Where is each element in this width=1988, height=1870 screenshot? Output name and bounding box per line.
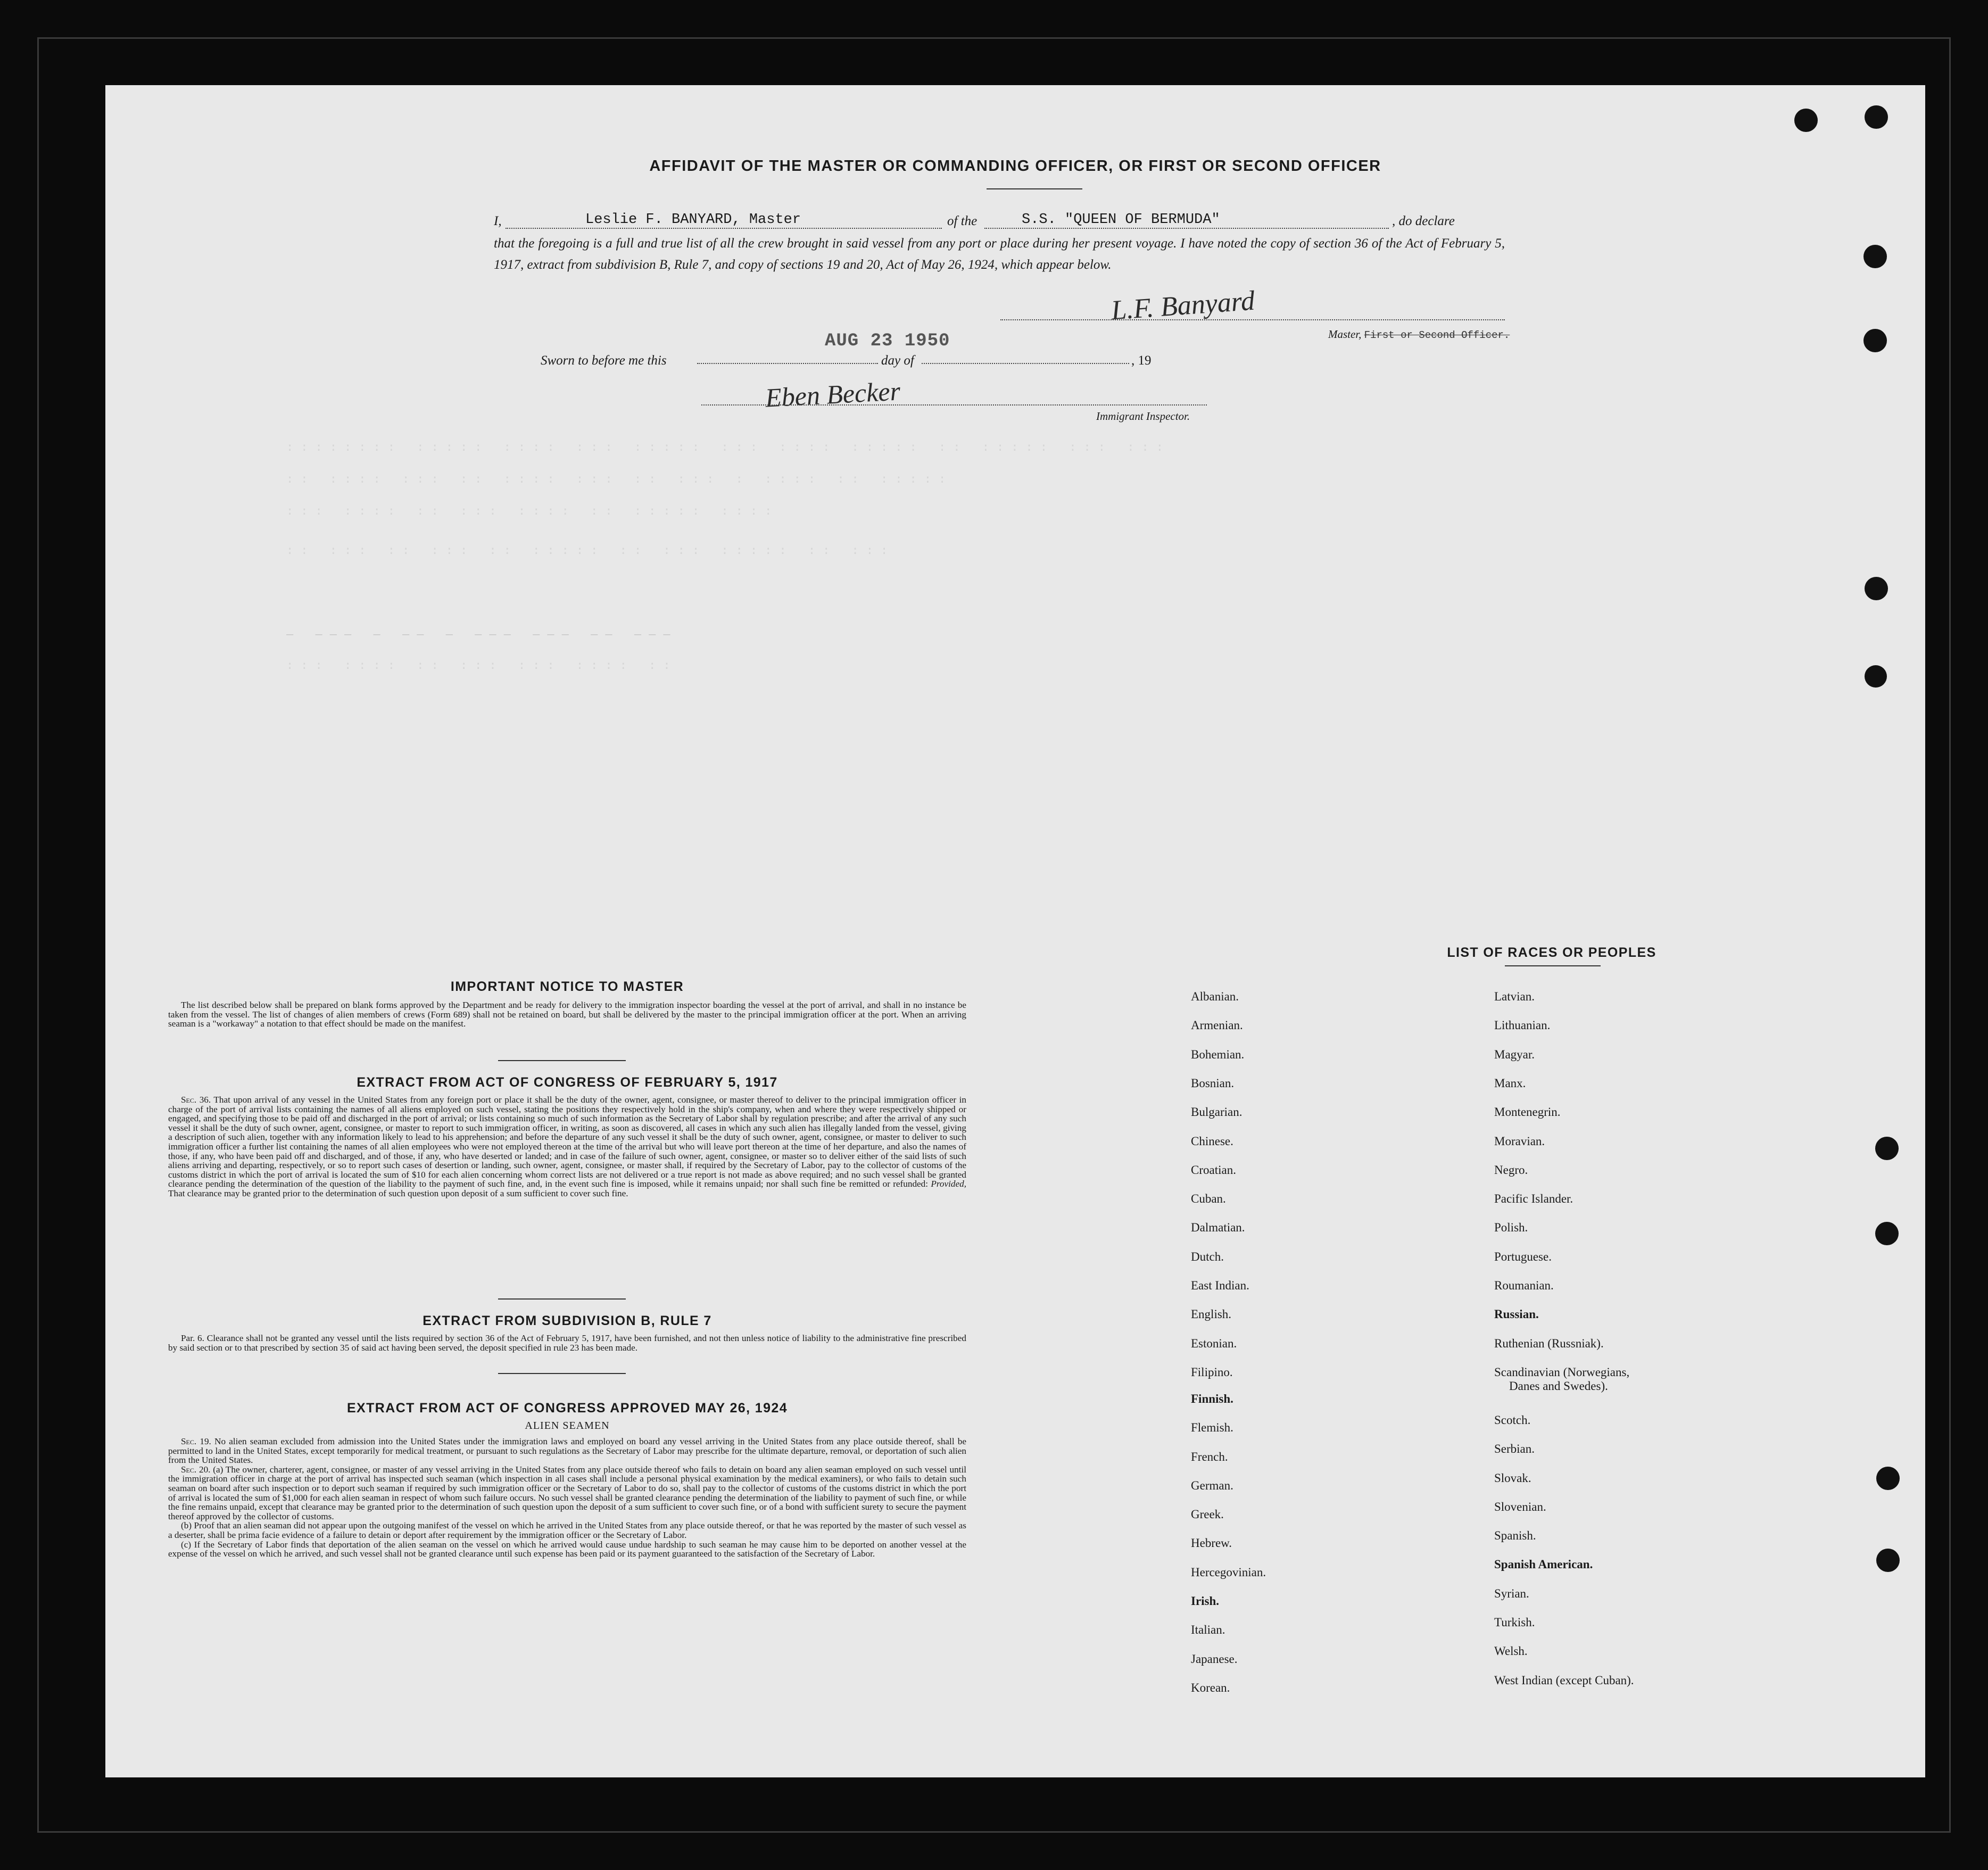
bleed-through-row: ::: :::: :: ::: :::: :: ::::: :::: (286, 504, 780, 518)
bleed-through-row: ::: :::: :: ::: ::: :::: :: (286, 659, 678, 672)
do-declare-label: , do declare (1392, 214, 1455, 228)
sworn-label: Sworn to before me this (541, 353, 667, 368)
bleed-through-row: — ——— — —— — ——— ——— —— ——— (286, 628, 678, 641)
race-item: Portuguese. (1494, 1250, 1552, 1263)
races-title-rule (1505, 965, 1601, 966)
binder-hole (1865, 577, 1888, 600)
race-item: Korean. (1191, 1681, 1230, 1694)
master-caption (1328, 328, 1510, 341)
race-item: French. (1191, 1450, 1228, 1463)
rule7-paragraph: Par. 6. Clearance shall not be granted any vessel until the lists required by section 36 of the Act of February 5, 1917, have been furnished, and not then unless notice of liability to the administrative fine prescribed by said section or to that prescribed by section 35 of said act having been served, the deposit specified in rule 23 has been made. (168, 1333, 966, 1353)
race-item: Slovenian. (1494, 1500, 1546, 1513)
race-item: Bohemian. (1191, 1047, 1245, 1061)
inspector-caption: Immigrant Inspector. (1096, 410, 1190, 423)
binder-hole (1863, 329, 1887, 352)
race-item: Serbian. (1494, 1442, 1535, 1456)
race-item: Russian. (1494, 1308, 1539, 1321)
race-item: Polish. (1494, 1221, 1528, 1235)
binder-hole (1794, 109, 1818, 132)
section-rule (498, 1373, 626, 1374)
race-item: Hercegovinian. (1191, 1565, 1266, 1579)
extract-1924-title: EXTRACT FROM ACT OF CONGRESS APPROVED MAY 26, 1924 (346, 1401, 788, 1416)
race-item: Japanese. (1191, 1652, 1238, 1666)
master-name-field: Leslie F. BANYARD, Master (506, 211, 942, 229)
provided-label: Provided, (931, 1179, 966, 1189)
inspector-signature: Eben Becker (764, 376, 901, 413)
sec-20a-paragraph (168, 1465, 966, 1521)
race-item: East Indian. (1191, 1279, 1249, 1292)
race-item: Estonian. (1191, 1336, 1237, 1350)
race-item: Syrian. (1494, 1586, 1529, 1600)
race-item: Spanish. (1494, 1529, 1536, 1543)
sec-20c-paragraph: (c) If the Secretary of Labor finds that deportation of the alien seaman on the vessel on which he arrived would cause undue hardship to such seaman he may cause him to be deported on another vessel at the expense of the vessel on which he arrived, and such vessel shall not be granted clearance until such expense has been paid or its payment guaranteed to the satisfaction of the Secretary of Labor. (168, 1539, 966, 1559)
race-item: Spanish American. (1494, 1558, 1593, 1571)
form-page (105, 85, 1925, 1777)
extract-rule7-title: EXTRACT FROM SUBDIVISION B, RULE 7 (423, 1313, 712, 1328)
race-item: Lithuanian. (1494, 1019, 1551, 1032)
section-rule (498, 1060, 626, 1061)
race-item: Scotch. (1494, 1413, 1531, 1427)
race-item: Moravian. (1494, 1134, 1545, 1148)
binder-hole (1865, 105, 1888, 129)
binder-hole (1876, 1549, 1900, 1572)
master-caption-label: Master, (1328, 328, 1362, 341)
race-item: Irish. (1191, 1594, 1220, 1608)
sec-19-text: No alien seaman excluded from admission into the United States under the immigration laws and employed on board any vessel arriving in the United States from any place outside thereof, shall be permitted to land in the United States, except temporarily for medical treatment, or pursuant to such regulations as the Secretary of Labor may prescribe for the ultimate departure, removal, or deportation of such alien from the United States. (168, 1436, 966, 1466)
sec-36-text-end: That clearance may be granted prior to the determination of such question upon deposit of a sum sufficient to cover such fine. (168, 1188, 628, 1198)
race-item: Ruthenian (Russniak). (1494, 1336, 1604, 1350)
sec-36-label: Sec. 36. (181, 1095, 211, 1105)
sworn-line (541, 350, 1286, 371)
date-stamp: AUG 23 1950 (825, 331, 950, 351)
year-label: , 19 (1131, 353, 1152, 368)
sec-36-text: That upon arrival of any vessel in the United States from any foreign port or place it shall be the duty of the owner, agent, consignee, or master thereof to deliver to the principal immigration officer in charge of the port of arrival lists containing the names of all aliens employed on such vessel, stating the positions they respectively hold in the ship's company, when and where they were respectively shipped or engaged, and specifying those to be paid off and discharged in the port of arrival; or lists containing so much of such information as the Secretary of Labor shall by regulation prescribe; and after the arrival of any such vessel it shall be the duty of such owner, agent, consignee, or master to report to such immigration officer, in writing, as soon as discovered, all cases in which any such alien has illegally landed from the vessel, giving a description of such alien, together with any information likely to lead to his apprehension; and before the departure of any such vessel it shall be the duty of such owner, agent, consignee, or master to deliver to such immigration officer a further list containing the names of all alien employees who were not employed thereon at the time of the arrival but who will leave port thereon at the time of her departure, and also the names of those, if any, who have been paid off and discharged, and of those, if any, who have deserted or landed; and in case of the failure of such owner, agent, consignee, or master so to deliver either of the said lists of such aliens arriving and departing, respectively, or so to report such cases of desertion or landing, such owner, agent, consignee, or master shall, if required by the Secretary of Labor, pay to the collector of customs of the customs district in which the port of arrival is located the sum of $10 for each alien concerning whom correct lists are not delivered or a true report is not made as above required; and no such vessel shall be granted clearance pending the determination of the question of the liability to the payment of such fine, and, in the event such fine is imposed, while it remains unpaid; nor shall such fine be remitted or refunded: (168, 1095, 966, 1189)
title-rule (987, 188, 1082, 189)
race-item: Finnish. (1191, 1392, 1233, 1405)
binder-hole (1865, 665, 1887, 688)
race-item: Albanian. (1191, 990, 1239, 1003)
notice-title: IMPORTANT NOTICE TO MASTER (450, 979, 684, 994)
race-item: Magyar. (1494, 1047, 1535, 1061)
master-signature-line (1000, 319, 1505, 320)
affidavit-title: AFFIDAVIT OF THE MASTER OR COMMANDING OFFICER, OR FIRST OR SECOND OFFICER (649, 158, 1381, 175)
day-of-label: day of (881, 353, 914, 368)
race-item: Hebrew. (1191, 1536, 1232, 1550)
race-item: Danes and Swedes). (1509, 1379, 1608, 1393)
bleed-through-row: :: :::: ::: :: :::: ::: :: ::: : :::: :: ::::: (286, 473, 954, 486)
race-item: Turkish. (1494, 1616, 1535, 1629)
declaration-body: that the foregoing is a full and true list of all the crew brought in said vessel from any port or place during her present voyage. I have noted the copy of section 36 of the Act of February 5, 1917, extract from subdivision B, Rule 7, and copy of sections 19 and 20, Act of May 26, 1924, which appear below. (494, 236, 1505, 272)
race-item: Dalmatian. (1191, 1221, 1245, 1235)
race-item: Greek. (1191, 1508, 1224, 1521)
sec-19-paragraph (168, 1437, 966, 1465)
inspector-signature-line (701, 404, 1207, 406)
section-rule (498, 1298, 626, 1300)
race-item: Manx. (1494, 1076, 1526, 1090)
sworn-month-field (922, 363, 1129, 364)
extract-1917-paragraph (168, 1095, 966, 1198)
race-item: Italian. (1191, 1623, 1225, 1637)
race-item: Flemish. (1191, 1421, 1233, 1435)
binder-hole (1863, 245, 1887, 268)
race-item: Negro. (1494, 1163, 1528, 1177)
races-title: LIST OF RACES OR PEOPLES (1447, 945, 1656, 960)
sec-20a-text: (a) The owner, charterer, agent, consignee, or master of any vessel arriving in the United States from any place outside thereof who fails to detain on board any alien seaman employed on such vessel until the immigration officer in charge at the port of arrival has inspected such seaman (which inspection in all cases shall include a personal physical examination by the medical examiners), or who fails to detain such seaman on board after such inspection or to deport such seaman if required by such immigration officer or the Secretary of Labor to do so, shall pay to the collector of customs of the customs district in which the port of arrival is located the sum of $1,000 for each alien seaman in respect of whom such failure occurs. No such vessel shall be granted clearance pending the determination of the liability to payment of such fine, or while the fine remains unpaid, except that clearance may be granted prior to the determination of such question upon the deposit of a sum sufficient to cover such fine, or of a bond with sufficient surety to secure the payment thereof approved by the collector of customs. (168, 1464, 967, 1521)
sec-20-label: Sec. 20. (181, 1464, 211, 1475)
race-item: Pacific Islander. (1494, 1192, 1573, 1206)
extract-1917-text (168, 1095, 966, 1198)
race-item: German. (1191, 1478, 1233, 1492)
notice-paragraph: The list described below shall be prepared on blank forms approved by the Department and be ready for delivery to the immigration inspector boarding the vessel at the port of arrival, and shall in no instance be taken from the vessel. The list of changes of alien members of crews (Form 689) shall not be retained on board, but shall be delivered by the master to the principal immigration officer at the port. When an arriving seaman is a "workaway" a notation to that effect should be made on the manifest. (168, 1000, 966, 1029)
master-signature: L.F. Banyard (1110, 285, 1256, 326)
extract-rule7-text (168, 1334, 966, 1352)
race-item: Scandinavian (Norwegians, (1494, 1365, 1630, 1379)
race-item: Slovak. (1494, 1471, 1531, 1485)
alien-seamen-subtitle: ALIEN SEAMEN (525, 1420, 610, 1432)
struck-officer-caption: First or Second Officer. (1364, 329, 1510, 341)
notice-text (168, 1000, 966, 1029)
binder-hole (1876, 1467, 1900, 1490)
sec-19-label: Sec. 19. (181, 1436, 211, 1446)
race-item: West Indian (except Cuban). (1494, 1673, 1634, 1687)
of-the-label: of the (947, 214, 978, 228)
race-item: Montenegrin. (1494, 1105, 1561, 1119)
race-item: Croatian. (1191, 1163, 1236, 1177)
extract-1924-text (168, 1437, 966, 1559)
race-item: Cuban. (1191, 1192, 1226, 1206)
race-item: Latvian. (1494, 990, 1535, 1003)
race-item: Roumanian. (1494, 1279, 1554, 1292)
race-item: English. (1191, 1308, 1232, 1321)
race-item: Chinese. (1191, 1134, 1233, 1148)
race-item: Welsh. (1494, 1644, 1528, 1658)
bleed-through-row: :: ::: :: ::: :: ::::: :: ::: ::::: :: ::: (286, 544, 896, 557)
race-item: Bulgarian. (1191, 1105, 1242, 1119)
binder-hole (1875, 1222, 1899, 1245)
binder-hole (1875, 1137, 1899, 1160)
bleed-through-row: :::::::: ::::: :::: ::: ::::: ::: :::: ::::: :: ::::: ::: ::: (286, 441, 1171, 454)
declaration-line (494, 211, 1505, 232)
sec-20b-paragraph: (b) Proof that an alien seaman did not appear upon the outgoing manifest of the vessel on which he arrived in the United States from any place outside thereof, or that he was reported by the master of such vessel as a deserter, shall be prima facie evidence of a failure to detain or deport after requirement by the immigration officer or the Secretary of Labor. (168, 1520, 966, 1540)
declarant-pronoun: I, (494, 214, 502, 228)
race-item: Dutch. (1191, 1250, 1224, 1263)
extract-1917-title: EXTRACT FROM ACT OF CONGRESS OF FEBRUARY 5, 1917 (357, 1075, 778, 1090)
race-item: Filipino. (1191, 1365, 1233, 1379)
race-item: Armenian. (1191, 1019, 1243, 1032)
vessel-name-field: S.S. "QUEEN OF BERMUDA" (984, 211, 1389, 229)
race-item: Bosnian. (1191, 1076, 1235, 1090)
sworn-day-field (697, 363, 878, 364)
